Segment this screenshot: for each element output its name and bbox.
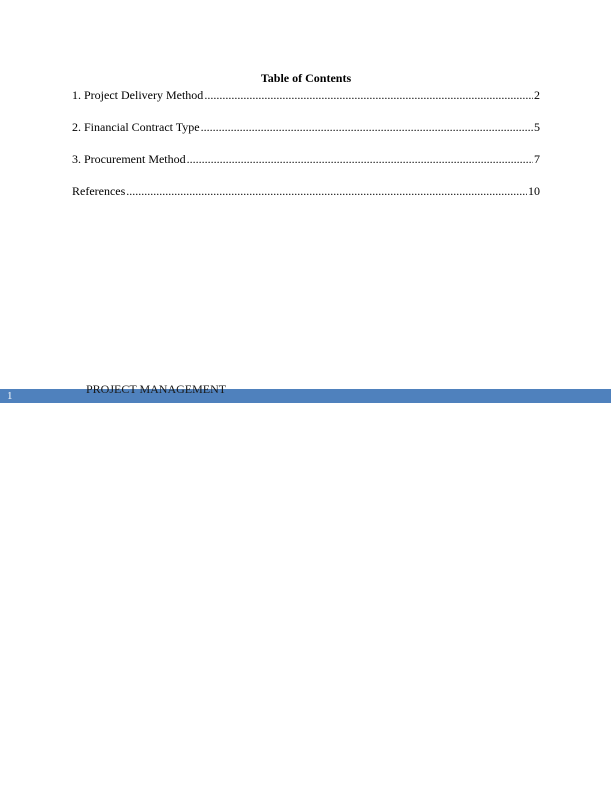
toc-title: Table of Contents (260, 71, 352, 85)
toc-list (72, 88, 540, 216)
toc-entry-label: 3. Procurement Method (72, 152, 186, 166)
toc-dot-leader (201, 120, 533, 135)
toc-entry-page: 5 (534, 120, 540, 134)
toc-entry-references[interactable] (72, 184, 540, 199)
toc-entry-page: 7 (534, 152, 540, 166)
toc-dot-leader (204, 88, 533, 103)
page-number: 1 (7, 390, 13, 402)
toc-dot-leader (187, 152, 533, 167)
toc-entry-label: References (72, 184, 126, 198)
toc-entry-label: 1. Project Delivery Method (72, 88, 204, 102)
toc-dot-leader (126, 184, 527, 199)
toc-entry-financial-contract[interactable] (72, 120, 540, 135)
toc-entry-page: 10 (528, 184, 540, 198)
toc-entry-page: 2 (534, 88, 540, 102)
toc-entry-label: 2. Financial Contract Type (72, 120, 200, 134)
running-head: PROJECT MANAGEMENT (86, 382, 227, 396)
toc-entry-project-delivery[interactable] (72, 88, 540, 103)
toc-entry-procurement[interactable] (72, 152, 540, 167)
